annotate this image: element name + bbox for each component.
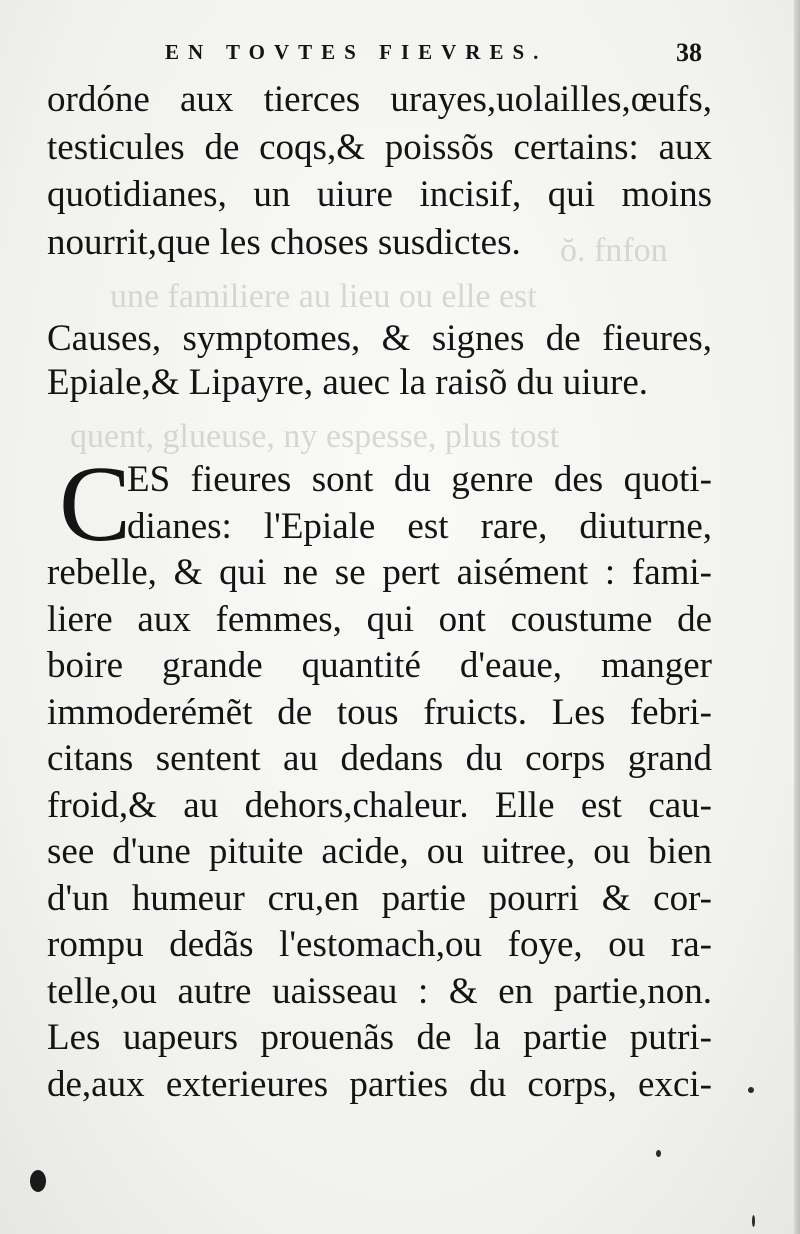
text-line: quotidianes, un uiure incisif, qui moins	[47, 174, 712, 215]
body-paragraph	[47, 445, 712, 1108]
heading-line: Epiale,& Lipayre, auec la raisõ du uiure.	[47, 362, 648, 403]
ink-speck	[656, 1150, 661, 1157]
ink-speck	[748, 1087, 754, 1093]
continuation-paragraph	[47, 76, 712, 266]
text-line: ordóne aux tierces urayes,uolailles,œufs,	[47, 79, 712, 120]
text-line: telle,ou autre uaisseau : & en partie,non.	[47, 970, 712, 1012]
text-line: testicules de coqs,& poissõs certains: aux	[47, 126, 712, 168]
text-line: citans sentent au dedans du corps grand	[47, 738, 712, 779]
running-head: EN TOVTES FIEVRES.	[165, 40, 548, 64]
heading-line: Causes, symptomes, & signes de fieures,	[47, 318, 712, 359]
text-line: see d'une pituite acide, ou uitree, ou bien	[47, 831, 712, 872]
show-through-text: quent, glueuse, ny espesse, plus tost	[70, 418, 560, 455]
show-through-text: une familiere au lieu ou elle est	[110, 278, 537, 315]
page-number: 38	[676, 38, 702, 67]
page-edge	[794, 0, 800, 1234]
text-line: dianes: l'Epiale est rare, diuturne,	[127, 505, 712, 547]
text-line: froid,& au dehors,chaleur. Elle est cau-	[47, 784, 712, 826]
dropcap-row	[47, 445, 712, 564]
text-line: de,aux exterieures parties du corps, exci-	[47, 1063, 712, 1105]
section-heading	[47, 317, 712, 405]
text-line: ES fieures sont du genre des quoti-	[127, 459, 712, 500]
ink-blot	[30, 1170, 46, 1192]
show-through-text: ŏ. fnfon	[560, 232, 668, 269]
ink-speck	[752, 1215, 755, 1227]
text-line: d'un humeur cru,en partie pourri & cor-	[47, 877, 712, 919]
drop-capital: C	[59, 445, 132, 564]
text-line: nourrit,que les choses susdictes.	[47, 221, 521, 263]
text-line: immoderémẽt de tous fruicts. Les febri-	[47, 691, 712, 733]
text-line: Les uapeurs prouenãs de la partie putri-	[47, 1017, 712, 1058]
text-line: rompu dedãs l'estomach,ou foye, ou ra-	[47, 924, 712, 965]
text-line: rebelle, & qui ne se pert aisément : fami-	[47, 552, 712, 593]
text-line: boire grande quantité d'eaue, manger	[47, 645, 712, 686]
text-line: liere aux femmes, qui ont coustume de	[47, 598, 712, 640]
